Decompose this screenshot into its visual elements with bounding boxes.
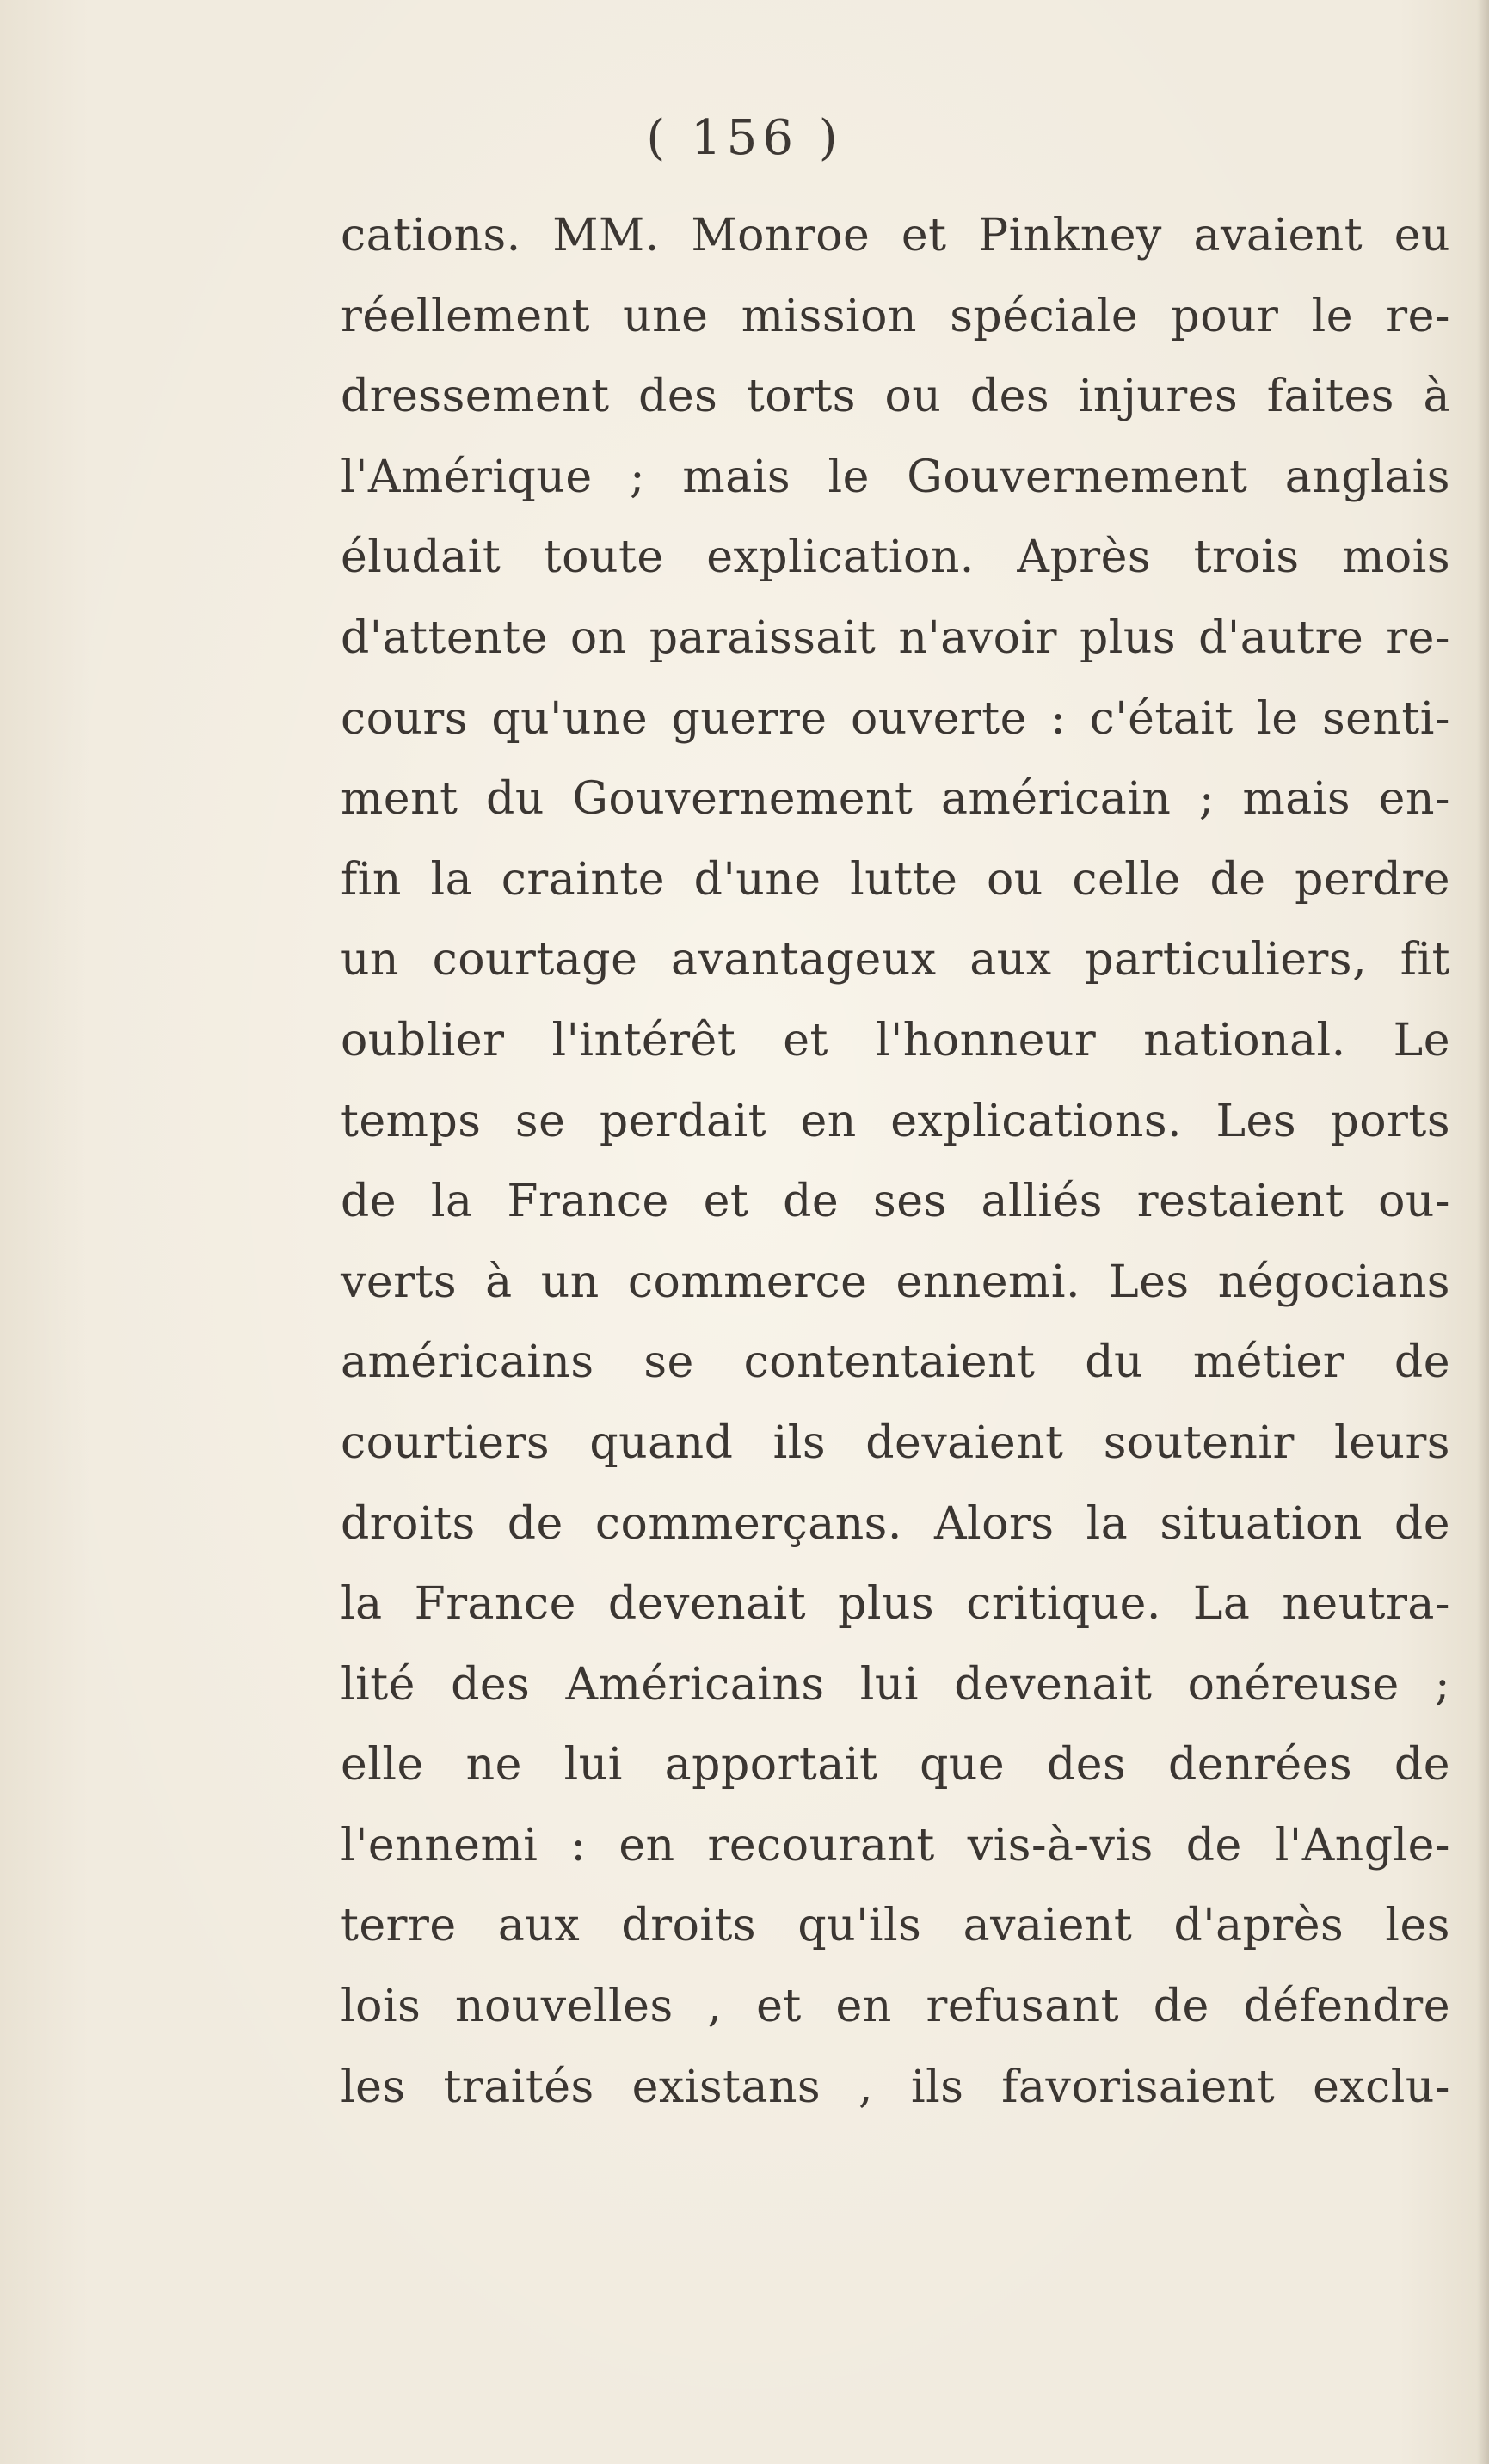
text-line: éludait toute explication. Après trois mois (341, 532, 1450, 584)
page-edge-shadow (1477, 0, 1489, 2464)
text-line: réellement une mission spéciale pour le re- (341, 290, 1450, 342)
text-line: américains se contentaient du métier de (341, 1336, 1450, 1389)
page-number: ( 156 ) (646, 110, 843, 166)
text-line: dressement des torts ou des injures faites à (341, 371, 1450, 423)
text-line: fin la crainte d'une lutte ou celle de perdre (341, 853, 1450, 906)
text-line: un courtage avantageux aux particuliers, fit (341, 934, 1450, 986)
text-line: l'Amérique ; mais le Gouvernement anglais (341, 451, 1450, 503)
text-line: ment du Gouvernement américain ; mais en- (341, 773, 1450, 826)
body-text (341, 196, 1450, 2128)
text-line: lité des Américains lui devenait onéreuse ; (341, 1658, 1450, 1711)
text-line: droits de commerçans. Alors la situation de (341, 1497, 1450, 1550)
text-line: l'ennemi : en recourant vis-à-vis de l'Angle- (341, 1819, 1450, 1871)
text-line: terre aux droits qu'ils avaient d'après les (341, 1900, 1450, 1952)
text-line: oublier l'intérêt et l'honneur national. Le (341, 1014, 1450, 1066)
text-line: elle ne lui apportait que des denrées de (341, 1739, 1450, 1791)
text-line: d'attente on paraissait n'avoir plus d'autre re- (341, 611, 1450, 664)
text-line: de la France et de ses alliés restaient ou- (341, 1176, 1450, 1228)
text-line: verts à un commerce ennemi. Les négocians (341, 1256, 1450, 1308)
text-line: lois nouvelles , et en refusant de défendre (341, 1981, 1450, 2033)
text-line: la France devenait plus critique. La neutra- (341, 1578, 1450, 1631)
text-line: courtiers quand ils devaient soutenir leurs (341, 1416, 1450, 1469)
text-line: temps se perdait en explications. Les ports (341, 1095, 1450, 1147)
text-line: cours qu'une guerre ouverte : c'était le senti- (341, 692, 1450, 745)
text-line: les traités existans , ils favorisaient exclu- (341, 2061, 1450, 2113)
text-line: cations. MM. Monroe et Pinkney avaient eu (341, 210, 1450, 261)
